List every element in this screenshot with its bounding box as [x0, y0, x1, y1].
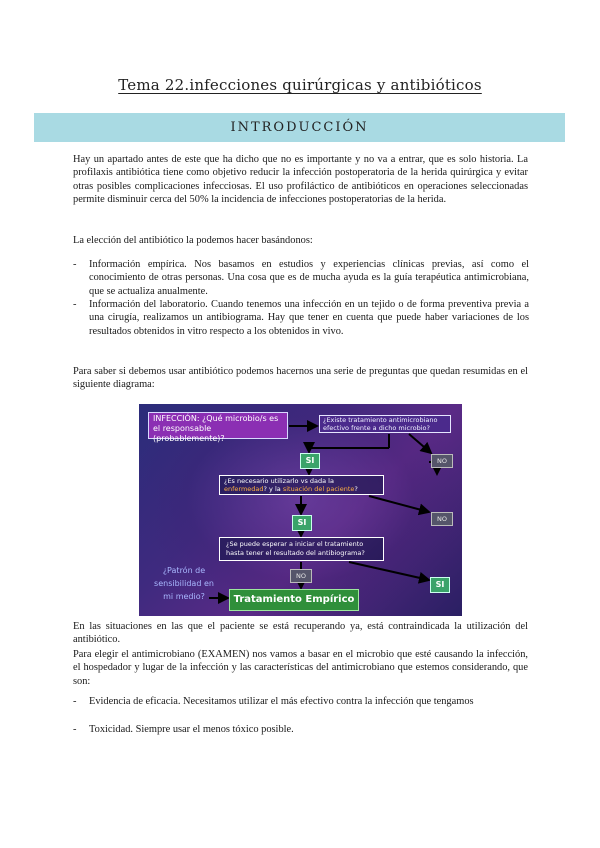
- list-item-text: Información del laboratorio. Cuando tenemos una infección en un tejido o de forma preventiva previa a una cirugía, realizamos un antibiograma. Hay que tener en cuenta que puede haber variaciones de los resultados obtenidos in vitro respecto a los obtenidos in vivo.: [89, 299, 529, 337]
- q3-highlight-disease: enfermedad: [224, 485, 264, 493]
- q3-text: ¿Es necesario utilizarlo vs dada la: [224, 477, 334, 485]
- bullet-mark: -: [73, 299, 77, 310]
- diagram-question-necessary: [219, 475, 384, 495]
- bullet-mark: -: [73, 724, 77, 735]
- list-item: [73, 695, 529, 708]
- q3-text: ?: [354, 485, 358, 493]
- choice-paragraph: La elección del antibiótico la podemos hacer basándonos:: [73, 235, 313, 246]
- arrow-q4-yes: [349, 562, 429, 580]
- after-diagram-paragraph-2: Para elegir el antimicrobiano (EXAMEN) nos vamos a basar en el microbio que esté causando la infección, el hospedador y lugar de la infección y las características del antimicrobiano que estemos considerando, que son:: [73, 649, 528, 687]
- antibiotic-decision-diagram: [139, 404, 462, 616]
- diagram-no-label: NO: [431, 454, 453, 468]
- list-item-text: Toxicidad. Siempre usar el menos tóxico posible.: [89, 724, 294, 735]
- arrow-q2-no: [409, 434, 431, 453]
- diagram-question-infection: INFECCIÓN: ¿Qué microbio/s es el responsable (probablemente)?: [148, 412, 288, 439]
- diagram-sensitivity-pattern: ¿Patrón de sensibilidad en mi medio?: [154, 566, 214, 601]
- diagram-no-label: NO: [290, 569, 312, 583]
- list-item: [73, 258, 529, 298]
- intro-paragraph: Hay un apartado antes de este que ha dicho que no es importante y no va a entrar, que es solo historia. La profilaxis antibiótica tiene como objetivo reducir la infección postoperatoria de la herida quirúrgica y evitar otras posibles complicaciones infecciosas. El uso profiláctico de antibióticos en operaciones seleccionadas permite disminuir cerca del 50% la incidencia de infecciones postoperatorias de la herida.: [73, 154, 528, 206]
- list-item-text: Evidencia de eficacia. Necesitamos utilizar el más efectivo contra la infección que tengamos: [89, 696, 474, 707]
- bullet-mark: -: [73, 696, 77, 707]
- section-heading: INTRODUCCIÓN: [230, 120, 369, 135]
- page-title: Tema 22.infecciones quirúrgicas y antibióticos: [118, 76, 482, 94]
- diagram-yes-label: SI: [292, 515, 312, 531]
- q3-text: ? y la: [263, 485, 283, 493]
- diagram-question-wait-antibiogram: ¿Se puede esperar a iniciar el tratamiento hasta tener el resultado del antibiograma?: [219, 537, 384, 561]
- diagram-yes-label: SI: [300, 453, 320, 469]
- q3-highlight-patient: situación del paciente: [282, 485, 355, 493]
- diagram-intro: Para saber si debemos usar antibiótico podemos hacernos una serie de preguntas que quedan resumidas en el siguiente diagrama:: [73, 366, 528, 391]
- bullet-mark: -: [73, 259, 77, 270]
- arrow-q3-no: [369, 496, 429, 512]
- list-item: [73, 723, 529, 736]
- diagram-empirical-treatment: Tratamiento Empírico: [229, 589, 359, 611]
- section-banner: [34, 113, 565, 142]
- list-item-text: Información empírica. Nos basamos en estudios y experiencias clínicas previas, así como el conocimiento de otras personas. Una cosa que es de mucha ayuda es la guía terapéutica antimicrobiana, que se actualiza anualmente.: [89, 259, 529, 297]
- diagram-no-label: NO: [431, 512, 453, 526]
- list-item: [73, 298, 529, 338]
- diagram-question-treatment-exists: ¿Existe tratamiento antimicrobiano efectivo frente a dicho microbio?: [319, 415, 451, 433]
- after-diagram-paragraph-1: En las situaciones en las que el paciente se está recuperando ya, está contraindicada la utilización del antibiótico.: [73, 621, 528, 646]
- diagram-yes-label: SI: [430, 577, 450, 593]
